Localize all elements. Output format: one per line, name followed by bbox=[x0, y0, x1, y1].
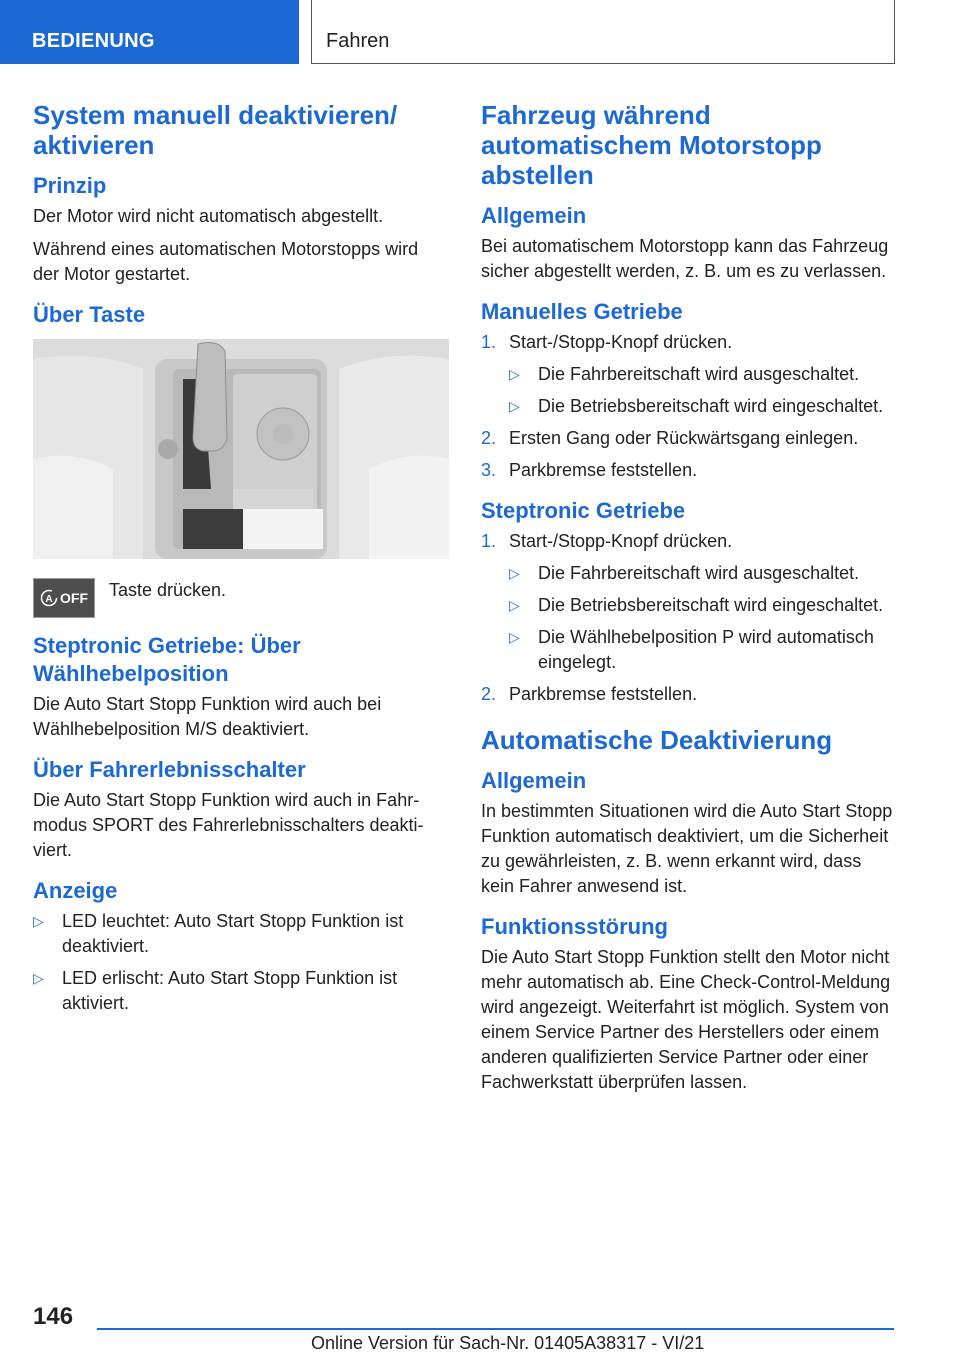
footer-text: Online Version für Sach-Nr. 01405A38317 - VI/21 bbox=[311, 1333, 705, 1353]
list-item: 1. Start-/Stopp-Knopf drücken. ▷ Die Fahrbereitschaft wird ausgeschaltet. ▷ Die Betriebsbereitschaft wird eingeschaltet. bbox=[481, 330, 897, 419]
triangle-bullet-icon: ▷ bbox=[509, 597, 520, 613]
key-instruction bbox=[33, 578, 449, 618]
list-item: ▷ Die Wählhebelposition P wird automatisch eingelegt. bbox=[509, 627, 874, 672]
triangle-bullet-icon: ▷ bbox=[509, 366, 520, 382]
text-allgemein-1: Bei automatischem Motorstopp kann das Fahrzeug sicher abgestellt werden, z. B. um es zu verlassen. bbox=[481, 236, 889, 281]
manuell-steps bbox=[481, 330, 897, 483]
text-prinzip-1: Der Motor wird nicht automatisch abgestellt. bbox=[33, 206, 384, 226]
text-stoerung: Die Auto Start Stopp Funktion stellt den Motor nicht mehr automatisch ab. Eine Check-Control-Meldung wird angezeigt. Weiterfahrt ist möglich. System von einem Service Partner des Herstellers oder einem anderen qualifizierten Service Partner oder einer Fachwerkstatt überprüfen lassen. bbox=[481, 947, 891, 1092]
anzeige-list bbox=[33, 909, 449, 1016]
auto-start-stop-off-key-icon bbox=[33, 578, 95, 618]
header-section-tab bbox=[0, 0, 299, 64]
heading-allgemein-1: Allgemein bbox=[481, 203, 587, 228]
triangle-bullet-icon: ▷ bbox=[509, 629, 520, 645]
auto-a-circle-icon bbox=[40, 589, 58, 607]
key-instruction-text: Taste drücken. bbox=[109, 580, 227, 600]
triangle-bullet-icon: ▷ bbox=[33, 970, 44, 986]
triangle-bullet-icon: ▷ bbox=[33, 913, 44, 929]
list-item: ▷ LED leuchtet: Auto Start Stopp Funktion ist deaktiviert. bbox=[33, 911, 404, 956]
text-prinzip-2: Während eines automatischen Motorstopps wird der Motor gestartet. bbox=[33, 239, 419, 284]
heading-manuell: Manuelles Getriebe bbox=[481, 299, 683, 324]
header-chapter-label: Fahren bbox=[326, 30, 390, 52]
header-chapter-box bbox=[311, 0, 895, 64]
left-column bbox=[33, 100, 449, 1023]
list-item: ▷ Die Betriebsbereitschaft wird eingeschaltet. bbox=[509, 593, 897, 618]
steptronic-steps bbox=[481, 529, 897, 707]
right-column bbox=[481, 100, 897, 1103]
list-item: 2. Ersten Gang oder Rückwärtsgang einlegen. bbox=[481, 428, 859, 448]
triangle-bullet-icon: ▷ bbox=[509, 398, 520, 414]
list-item: ▷ Die Fahrbereitschaft wird ausgeschaltet. bbox=[509, 561, 897, 586]
list-item: 1. Start-/Stopp-Knopf drücken. ▷ Die Fahrbereitschaft wird ausgeschaltet. ▷ Die Betriebsbereitschaft wird eingeschaltet. ▷ Die Wählhebelposition P wird automatisch eingelegt. bbox=[481, 529, 897, 675]
heading-anzeige: Anzeige bbox=[33, 878, 118, 903]
text-allgemein-2: In bestimmten Situationen wird die Auto Start Stopp Funktion automatisch deaktiviert, um die Sicherheit zu gewährleisten, z. B. wenn erkannt wird, dass kein Fahrer anwesend ist. bbox=[481, 801, 893, 896]
center-console-photo bbox=[33, 339, 449, 559]
heading-fahrerlebnis: Über Fahrerlebnisschalter bbox=[33, 757, 306, 782]
heading-steptronic-left: Steptronic Getriebe: Über Wählhebelposition bbox=[33, 633, 301, 686]
list-item: 2. Parkbremse feststellen. bbox=[481, 684, 698, 704]
triangle-bullet-icon: ▷ bbox=[509, 565, 520, 581]
list-item: ▷ Die Fahrbereitschaft wird ausgeschaltet. bbox=[509, 362, 897, 387]
key-icon-text: OFF bbox=[60, 590, 88, 606]
heading-fahrzeug: Fahrzeug während automatischem Motorstopp abstellen bbox=[481, 100, 822, 190]
heading-system: System manuell deaktivieren/ aktivieren bbox=[33, 100, 398, 160]
heading-auto-deaktivierung: Automatische Deaktivierung bbox=[481, 725, 833, 755]
heading-taste: Über Taste bbox=[33, 302, 146, 327]
heading-allgemein-2: Allgemein bbox=[481, 768, 587, 793]
list-item: 3. Parkbremse feststellen. bbox=[481, 460, 698, 480]
list-item: ▷ Die Betriebsbereitschaft wird eingeschaltet. bbox=[509, 394, 897, 419]
text-fahrerlebnis: Die Auto Start Stopp Funktion wird auch in Fahrmodus SPORT des Fahrerlebnisschalters deaktiviert. bbox=[33, 790, 424, 860]
heading-prinzip: Prinzip bbox=[33, 173, 107, 198]
header-section-label: BEDIENUNG bbox=[32, 30, 155, 52]
text-steptronic-left: Die Auto Start Stopp Funktion wird auch bei Wählhebelposition M/S deaktiviert. bbox=[33, 694, 382, 739]
list-item: ▷ LED erlischt: Auto Start Stopp Funktion ist aktiviert. bbox=[33, 968, 398, 1013]
heading-steptronic-right: Steptronic Getriebe bbox=[481, 498, 686, 523]
page-number: 146 bbox=[33, 1303, 74, 1330]
footer-divider bbox=[97, 1328, 894, 1330]
svg-text:A: A bbox=[45, 594, 53, 605]
heading-stoerung: Funktionsstörung bbox=[481, 914, 668, 939]
